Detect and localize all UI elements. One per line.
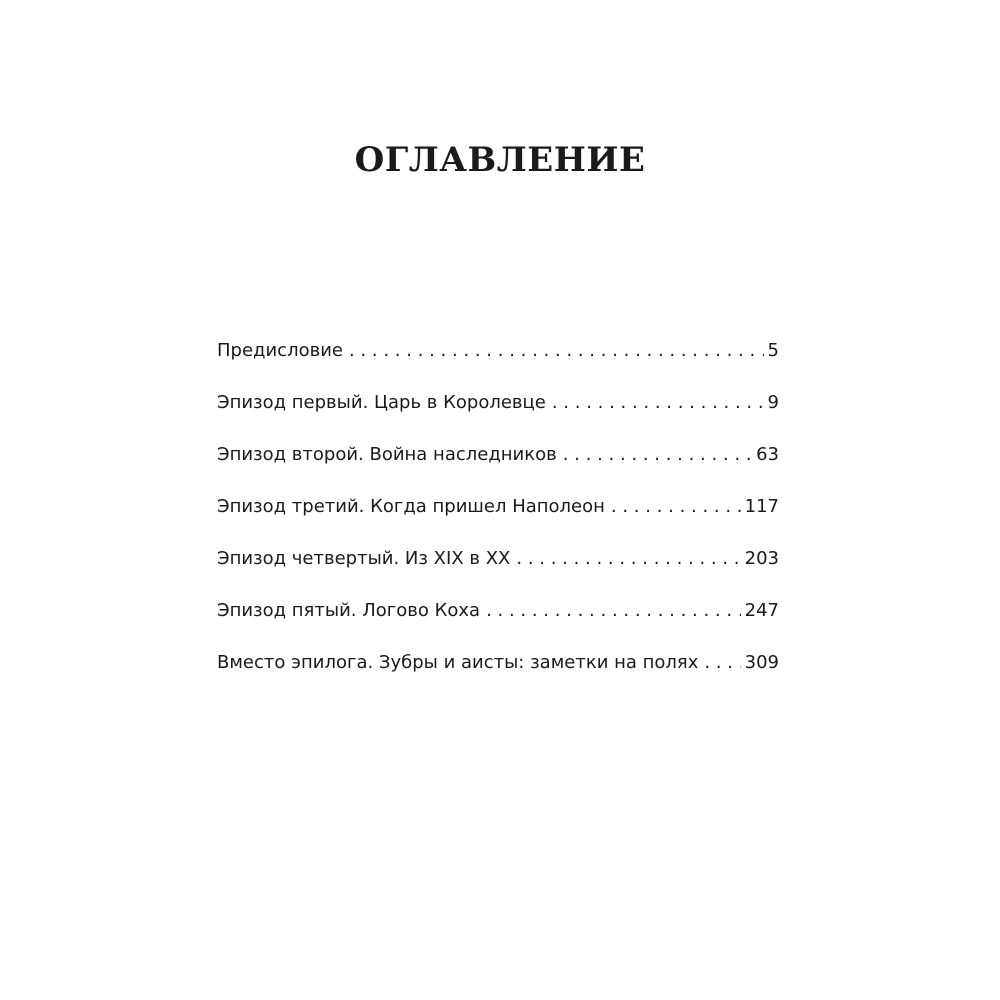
toc-page-number: 5 [767,340,779,361]
toc-page-number: 63 [756,444,779,465]
toc-page-number: 309 [744,652,779,673]
toc-dot-leader [349,340,764,361]
toc-dot-leader [611,496,741,517]
toc-entry-title: Эпизод второй. Война наследников [217,444,557,465]
toc-entry-title: Предисловие [217,340,343,361]
toc-entry-title: Эпизод четвертый. Из XIX в XX [217,548,511,569]
toc-page-number: 117 [744,496,779,517]
toc-dot-leader [516,548,740,569]
toc-page-number: 203 [744,548,779,569]
toc-dot-leader [486,600,741,621]
toc-dot-leader [552,392,764,413]
toc-page-number: 247 [744,600,779,621]
toc-entry [217,548,779,600]
toc-entry [217,496,779,548]
toc-entry [217,652,779,704]
page-title: ОГЛАВЛЕНИЕ [354,140,646,180]
toc-entry-title: Эпизод пятый. Логово Коха [217,600,481,621]
toc-entry [217,600,779,652]
toc-entry-title: Эпизод первый. Царь в Королевце [217,392,546,413]
toc-dot-leader [563,444,752,465]
toc-page-number: 9 [767,392,779,413]
toc-dot-leader [704,652,740,673]
toc-entry [217,444,779,496]
toc-entry [217,340,779,392]
toc-entry [217,392,779,444]
toc-entry-title: Эпизод третий. Когда пришел Наполеон [217,496,605,517]
toc-list [217,340,779,704]
toc-entry-title: Вместо эпилога. Зубры и аисты: заметки на полях [217,652,699,673]
